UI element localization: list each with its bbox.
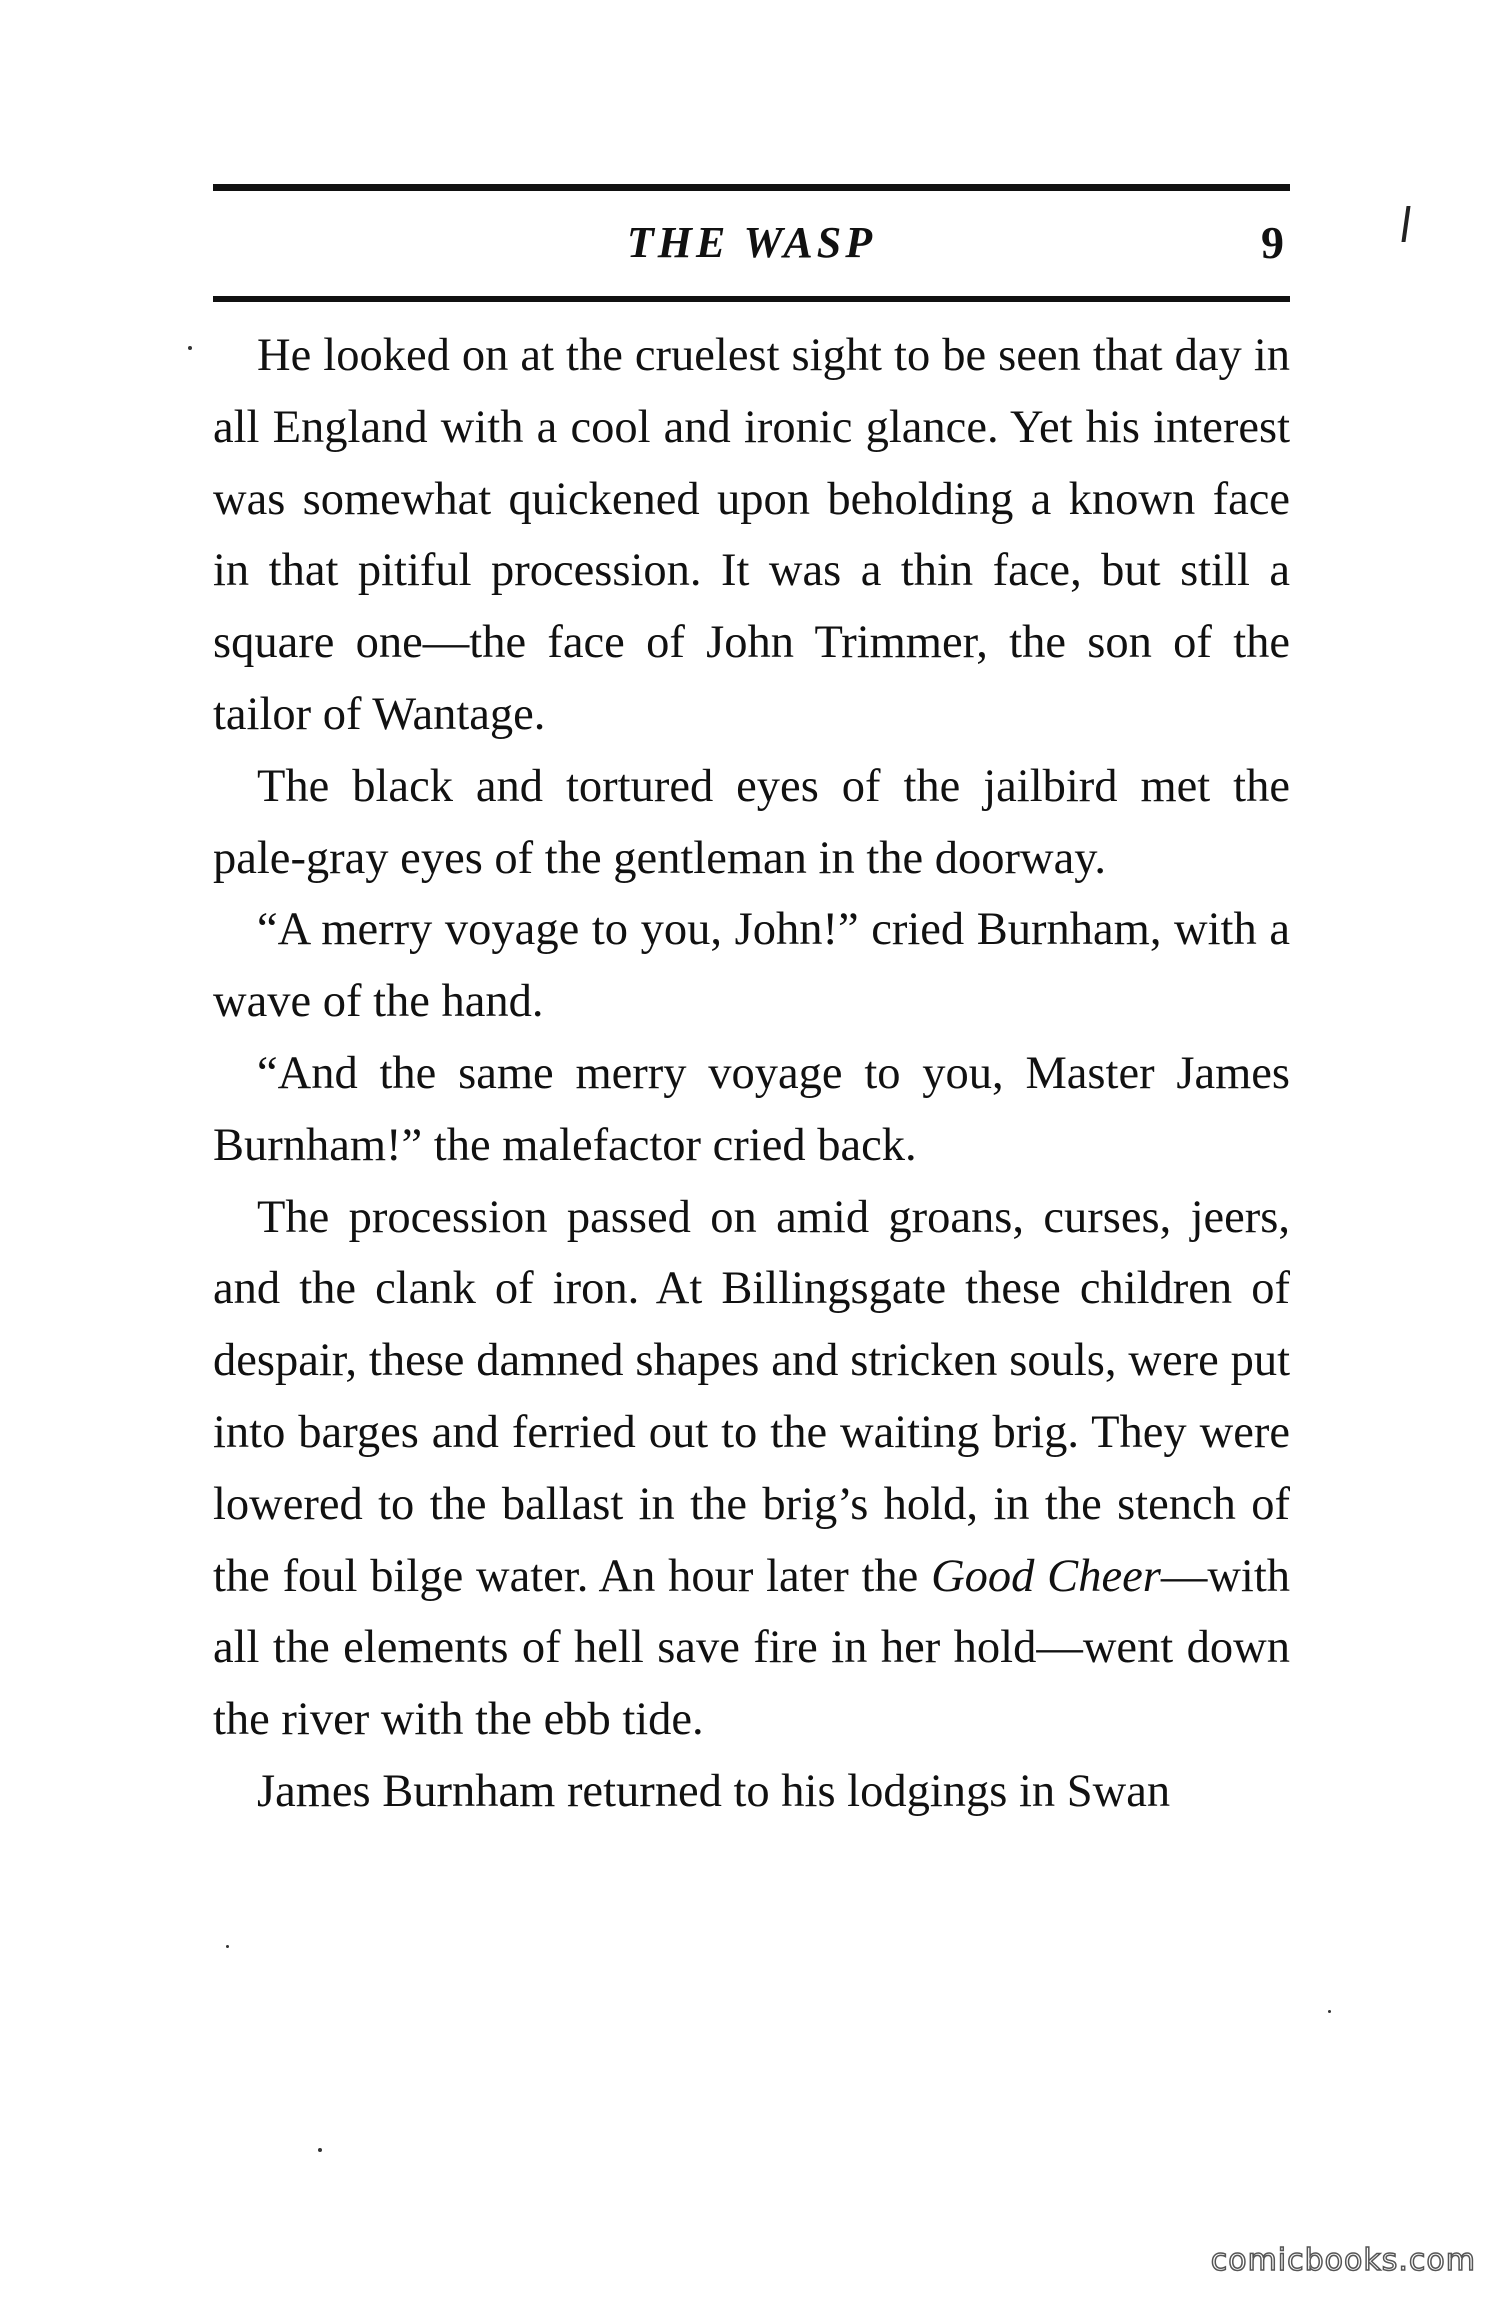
paragraph-5-text-start: The procession passed on amid groans, curses, jeers, and the clank of iron. At Billingsgate these children of despair, these damned shapes and stricken souls, were put into barges and ferried out to the waiting brig. They were lowered to the ballast in the brig’s hold, in the stench of the foul bilge water. An hour later the xyxy=(213,1191,1290,1602)
running-head xyxy=(213,208,1290,278)
paragraph-1-text: He looked on at the cruelest sight to be seen that day in all England with a cool and ironic glance. Yet his interest was somewhat quickened upon beholding a known face in that pitiful procession. It was a thin face, but still a square one—the face of John Trimmer, the son of the tailor of Wantage. xyxy=(213,330,1290,740)
scan-speck xyxy=(226,1945,229,1948)
paragraph-2-text: The black and tortured eyes of the jailbird met the pale-gray eyes of the gentleman in the doorway. xyxy=(213,760,1290,884)
paragraph-4-text: “And the same merry voyage to you, Master James Burnham!” the malefactor cried back. xyxy=(213,1047,1290,1171)
scan-speck xyxy=(318,2148,322,2152)
paragraph-4 xyxy=(213,1038,1290,1182)
scan-speck xyxy=(1328,2010,1331,2013)
paragraph-5 xyxy=(213,1182,1290,1756)
header-rule-bottom xyxy=(213,296,1290,302)
margin-mark xyxy=(1401,206,1410,242)
scan-speck xyxy=(188,346,192,350)
paragraph-6 xyxy=(213,1756,1290,1828)
page-number: 9 xyxy=(1261,217,1284,268)
body-text xyxy=(213,320,1290,1828)
watermark: comicbooks.com xyxy=(1210,2243,1476,2278)
paragraph-2 xyxy=(213,751,1290,895)
paragraph-5-text-end: —with all the elements of hell save fire in her hold—went down the river with the ebb tide. xyxy=(213,1550,1290,1746)
paragraph-3-text: “A merry voyage to you, John!” cried Burnham, with a wave of the hand. xyxy=(213,904,1290,1028)
paragraph-1 xyxy=(213,320,1290,751)
paragraph-6-text: James Burnham returned to his lodgings in Swan xyxy=(257,1765,1171,1817)
header-rule-top xyxy=(213,184,1290,191)
ship-name: Good Cheer xyxy=(931,1550,1161,1602)
running-title: THE WASP xyxy=(626,218,877,267)
paragraph-3 xyxy=(213,894,1290,1038)
